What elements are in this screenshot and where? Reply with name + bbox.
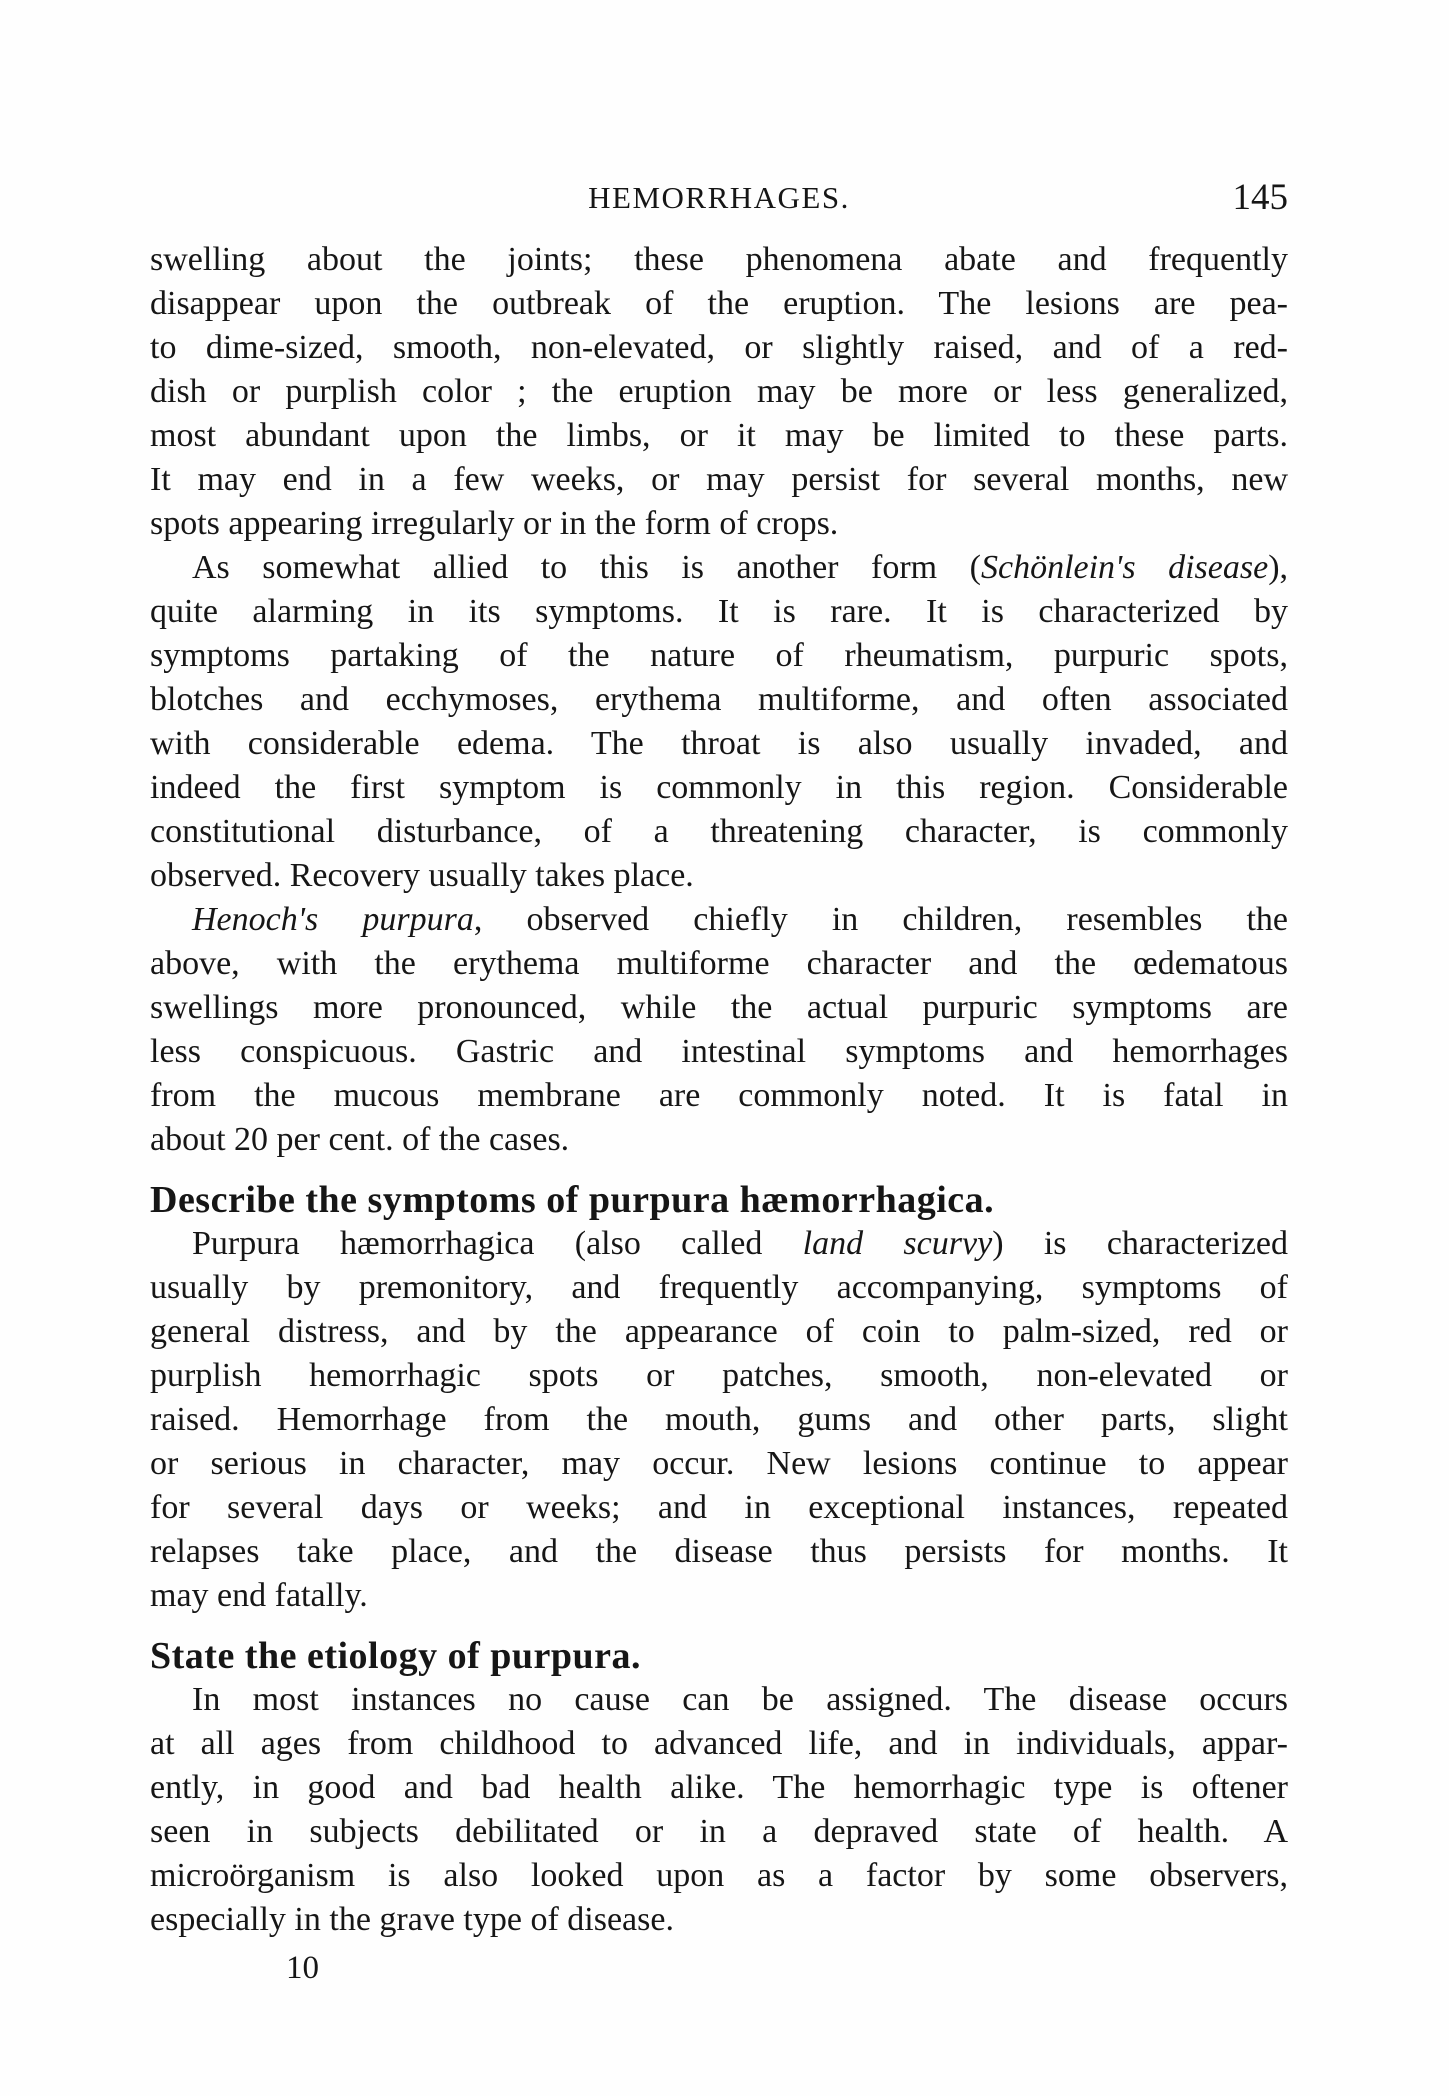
text-line: may end fatally. [150, 1577, 368, 1614]
text-segment: ), [1268, 549, 1289, 586]
text-line: seen in subjects debilitated or in a depraved state of health. A [150, 1813, 1288, 1850]
text-segment: Purpura hæmorrhagica (also called [192, 1225, 803, 1262]
text-line: constitutional disturbance, of a threatening character, is commonly [150, 813, 1288, 850]
signature-mark: 10 [286, 1950, 319, 1986]
text-line: or serious in character, may occur. New lesions continue to appear [150, 1445, 1288, 1482]
text-line: from the mucous membrane are commonly noted. It is fatal in [150, 1077, 1288, 1114]
text-segment: As somewhat allied to this is another form ( [192, 549, 981, 586]
paragraph-eruption [150, 238, 1288, 546]
text-line: observed. Recovery usually takes place. [150, 857, 694, 894]
text-line: swellings more pronounced, while the actual purpuric symptoms are [150, 989, 1288, 1026]
text-segment: , observed chiefly in children, resembles the [473, 901, 1288, 938]
text-line: quite alarming in its symptoms. It is rare. It is characterized by [150, 593, 1288, 630]
text-line: less conspicuous. Gastric and intestinal symptoms and hemorrhages [150, 1033, 1288, 1070]
italic-term-schonleins-disease: Schönlein's disease [980, 549, 1269, 586]
text-line: swelling about the joints; these phenomena abate and frequently [150, 241, 1288, 278]
question-heading-symptoms: Describe the symptoms of purpura hæmorrhagica. [150, 1179, 995, 1221]
text-line: In most instances no cause can be assigned. The disease occurs [192, 1681, 1288, 1718]
text-line: ently, in good and bad health alike. The hemorrhagic type is oftener [150, 1769, 1288, 1806]
text-line: relapses take place, and the disease thus persists for months. It [150, 1533, 1288, 1570]
text-line: for several days or weeks; and in exceptional instances, repeated [150, 1489, 1288, 1526]
text-line: especially in the grave type of disease. [150, 1901, 674, 1938]
page-header [150, 176, 1288, 220]
text-line: general distress, and by the appearance of coin to palm-sized, red or [150, 1313, 1288, 1350]
text-line: usually by premonitory, and frequently accompanying, symptoms of [150, 1269, 1288, 1306]
text-line: It may end in a few weeks, or may persist for several months, new [150, 461, 1288, 498]
text-line: dish or purplish color ; the eruption may be more or less generalized, [150, 373, 1288, 410]
question-heading-etiology: State the etiology of purpura. [150, 1635, 642, 1677]
text-line: blotches and ecchymoses, erythema multiforme, and often associated [150, 681, 1288, 718]
text-line: disappear upon the outbreak of the eruption. The lesions are pea- [150, 285, 1288, 322]
text-line: at all ages from childhood to advanced life, and in individuals, appar- [150, 1725, 1288, 1762]
text-line [150, 1222, 1288, 1266]
text-line: most abundant upon the limbs, or it may be limited to these parts. [150, 417, 1288, 454]
italic-term-henochs-purpura: Henoch's purpura [192, 901, 474, 938]
italic-term-land-scurvy: land scurvy [802, 1225, 993, 1262]
text-line: raised. Hemorrhage from the mouth, gums and other parts, slight [150, 1401, 1288, 1438]
text-line [150, 546, 1288, 590]
page-number: 145 [1232, 177, 1288, 218]
text-block [150, 176, 1288, 1990]
paragraph-purpura-haemorrhagica [150, 1222, 1288, 1618]
text-line: symptoms partaking of the nature of rheumatism, purpuric spots, [150, 637, 1288, 674]
page-body [150, 238, 1288, 1990]
text-line: purplish hemorrhagic spots or patches, smooth, non-elevated or [150, 1357, 1288, 1394]
text-line [150, 898, 1288, 942]
text-line: about 20 per cent. of the cases. [150, 1121, 570, 1158]
text-line: microörganism is also looked upon as a factor by some observers, [150, 1857, 1288, 1894]
text-line: with considerable edema. The throat is also usually invaded, and [150, 725, 1288, 762]
text-line: to dime-sized, smooth, non-elevated, or slightly raised, and of a red- [150, 329, 1288, 366]
paragraph-etiology [150, 1678, 1288, 1942]
text-line: indeed the first symptom is commonly in this region. Considerable [150, 769, 1288, 806]
text-line: above, with the erythema multiforme character and the œdematous [150, 945, 1288, 982]
paragraph-henochs-purpura [150, 898, 1288, 1162]
text-segment: ) is characterized [992, 1225, 1288, 1262]
text-line: spots appearing irregularly or in the form of crops. [150, 505, 839, 542]
paragraph-schonlein [150, 546, 1288, 898]
running-head: HEMORRHAGES. [588, 180, 850, 215]
